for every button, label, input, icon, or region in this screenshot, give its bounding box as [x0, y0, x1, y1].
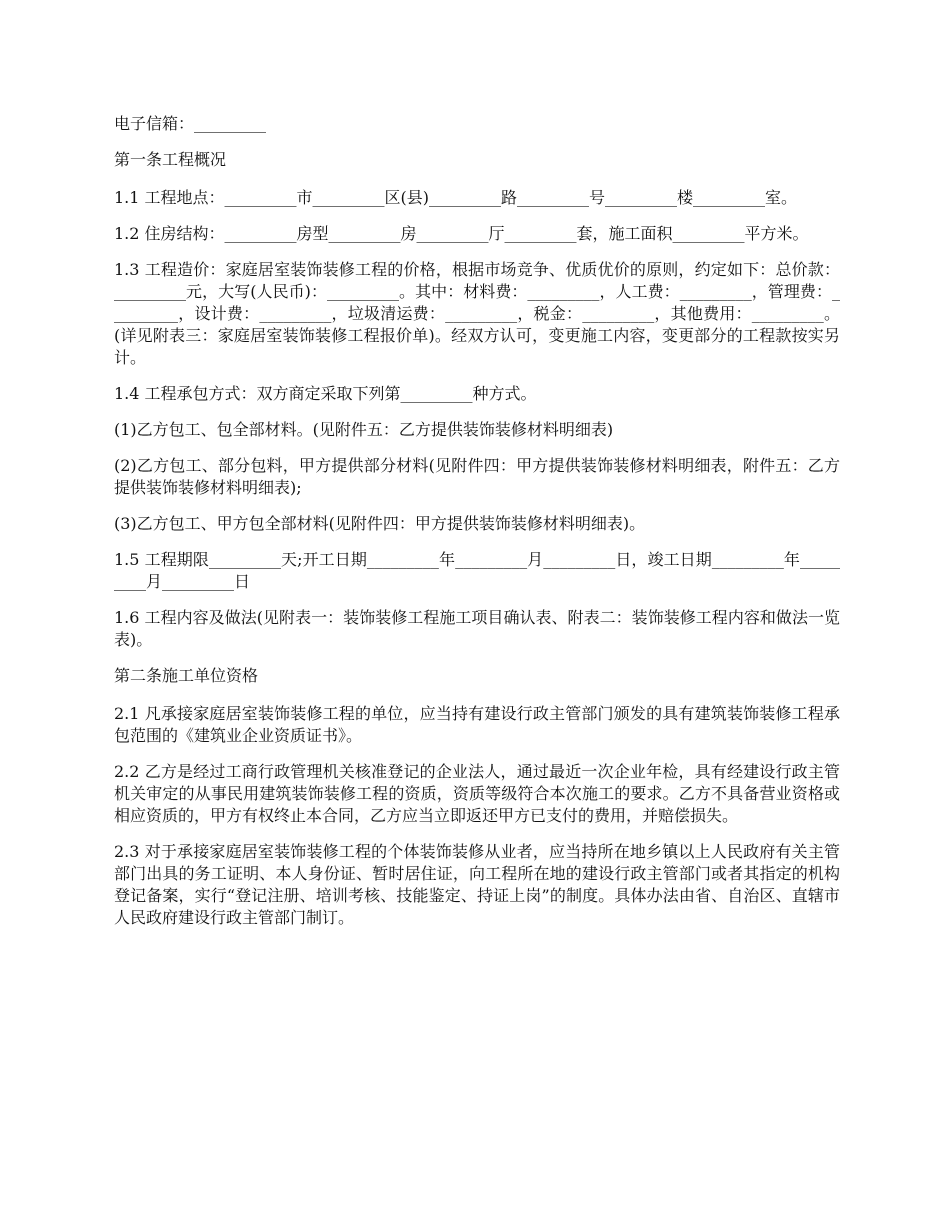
clause-1-6: 1.6 工程内容及做法(见附表一：装饰装修工程施工项目确认表、附表二：装饰装修工程内容和做法一览表)。: [114, 608, 840, 649]
document-page: [114, 113, 840, 943]
section-1-heading: 第一条工程概况: [114, 150, 227, 169]
option-2: (2)乙方包工、部分包料，甲方提供部分材料(见附件四：甲方提供装饰装修材料明细表，附件五：乙方提供装饰装修材料明细表);: [114, 456, 840, 497]
clause-2-3: 2.3 对于承接家庭居室装饰装修工程的个体装饰装修从业者，应当持所在地乡镇以上人民政府有关主管部门出具的务工证明、本人身份证、暂时居住证，向工程所在地的建设行政主管部门或者其指定的机构登记备案，实行“登记注册、培训考核、技能鉴定、持证上岗”的制度。具体办法由省、自治区、直辖市人民政府建设行政主管部门制订。: [114, 842, 840, 927]
option-1: (1)乙方包工、包全部材料。(见附件五：乙方提供装饰装修材料明细表): [114, 420, 614, 439]
clause-1-4: 1.4 工程承包方式：双方商定采取下列第_________种方式。: [114, 384, 537, 403]
clause-2-1: 2.1 凡承接家庭居室装饰装修工程的单位，应当持有建设行政主管部门颁发的具有建筑装饰装修工程承包范围的《建筑业企业资质证书》。: [114, 704, 840, 745]
clause-1-3: 1.3 工程造价：家庭居室装饰装修工程的价格，根据市场竞争、优质优价的原则，约定如下：总价款：_________元，大写(人民币)：_________。其中：材料费：_________，人工费：_________，管理费：_________，设计费：_________，垃圾清运费：_________，税金：_________，其他费用：_________。(详见附表三：家庭居室装饰装修工程报价单)。经双方认可，变更施工内容，变更部分的工程款按实另计。: [114, 260, 840, 367]
clause-1-2: 1.2 住房结构：_________房型_________房_________厅_________套，施工面积_________平方米。: [114, 224, 809, 243]
option-3: (3)乙方包工、甲方包全部材料(见附件四：甲方提供装饰装修材料明细表)。: [114, 514, 646, 533]
clause-1-1: 1.1 工程地点：_________市_________区(县)_________路_________号_________楼_________室。: [114, 188, 798, 207]
clause-1-5: 1.5 工程期限_________天;开工日期_________年_________月_________日，竣工日期_________年_________月_________日: [114, 550, 840, 591]
clause-2-2: 2.2 乙方是经过工商行政管理机关核准登记的企业法人，通过最近一次企业年检，具有经建设行政主管机关审定的从事民用建筑装饰装修工程的资质，资质等级符合本次施工的要求。乙方不具备营业资格或相应资质的，甲方有权终止本合同，乙方应当立即返还甲方已支付的费用，并赔偿损失。: [114, 762, 840, 825]
section-2-heading: 第二条施工单位资格: [114, 666, 259, 685]
email-line: 电子信箱：_________: [114, 114, 267, 133]
